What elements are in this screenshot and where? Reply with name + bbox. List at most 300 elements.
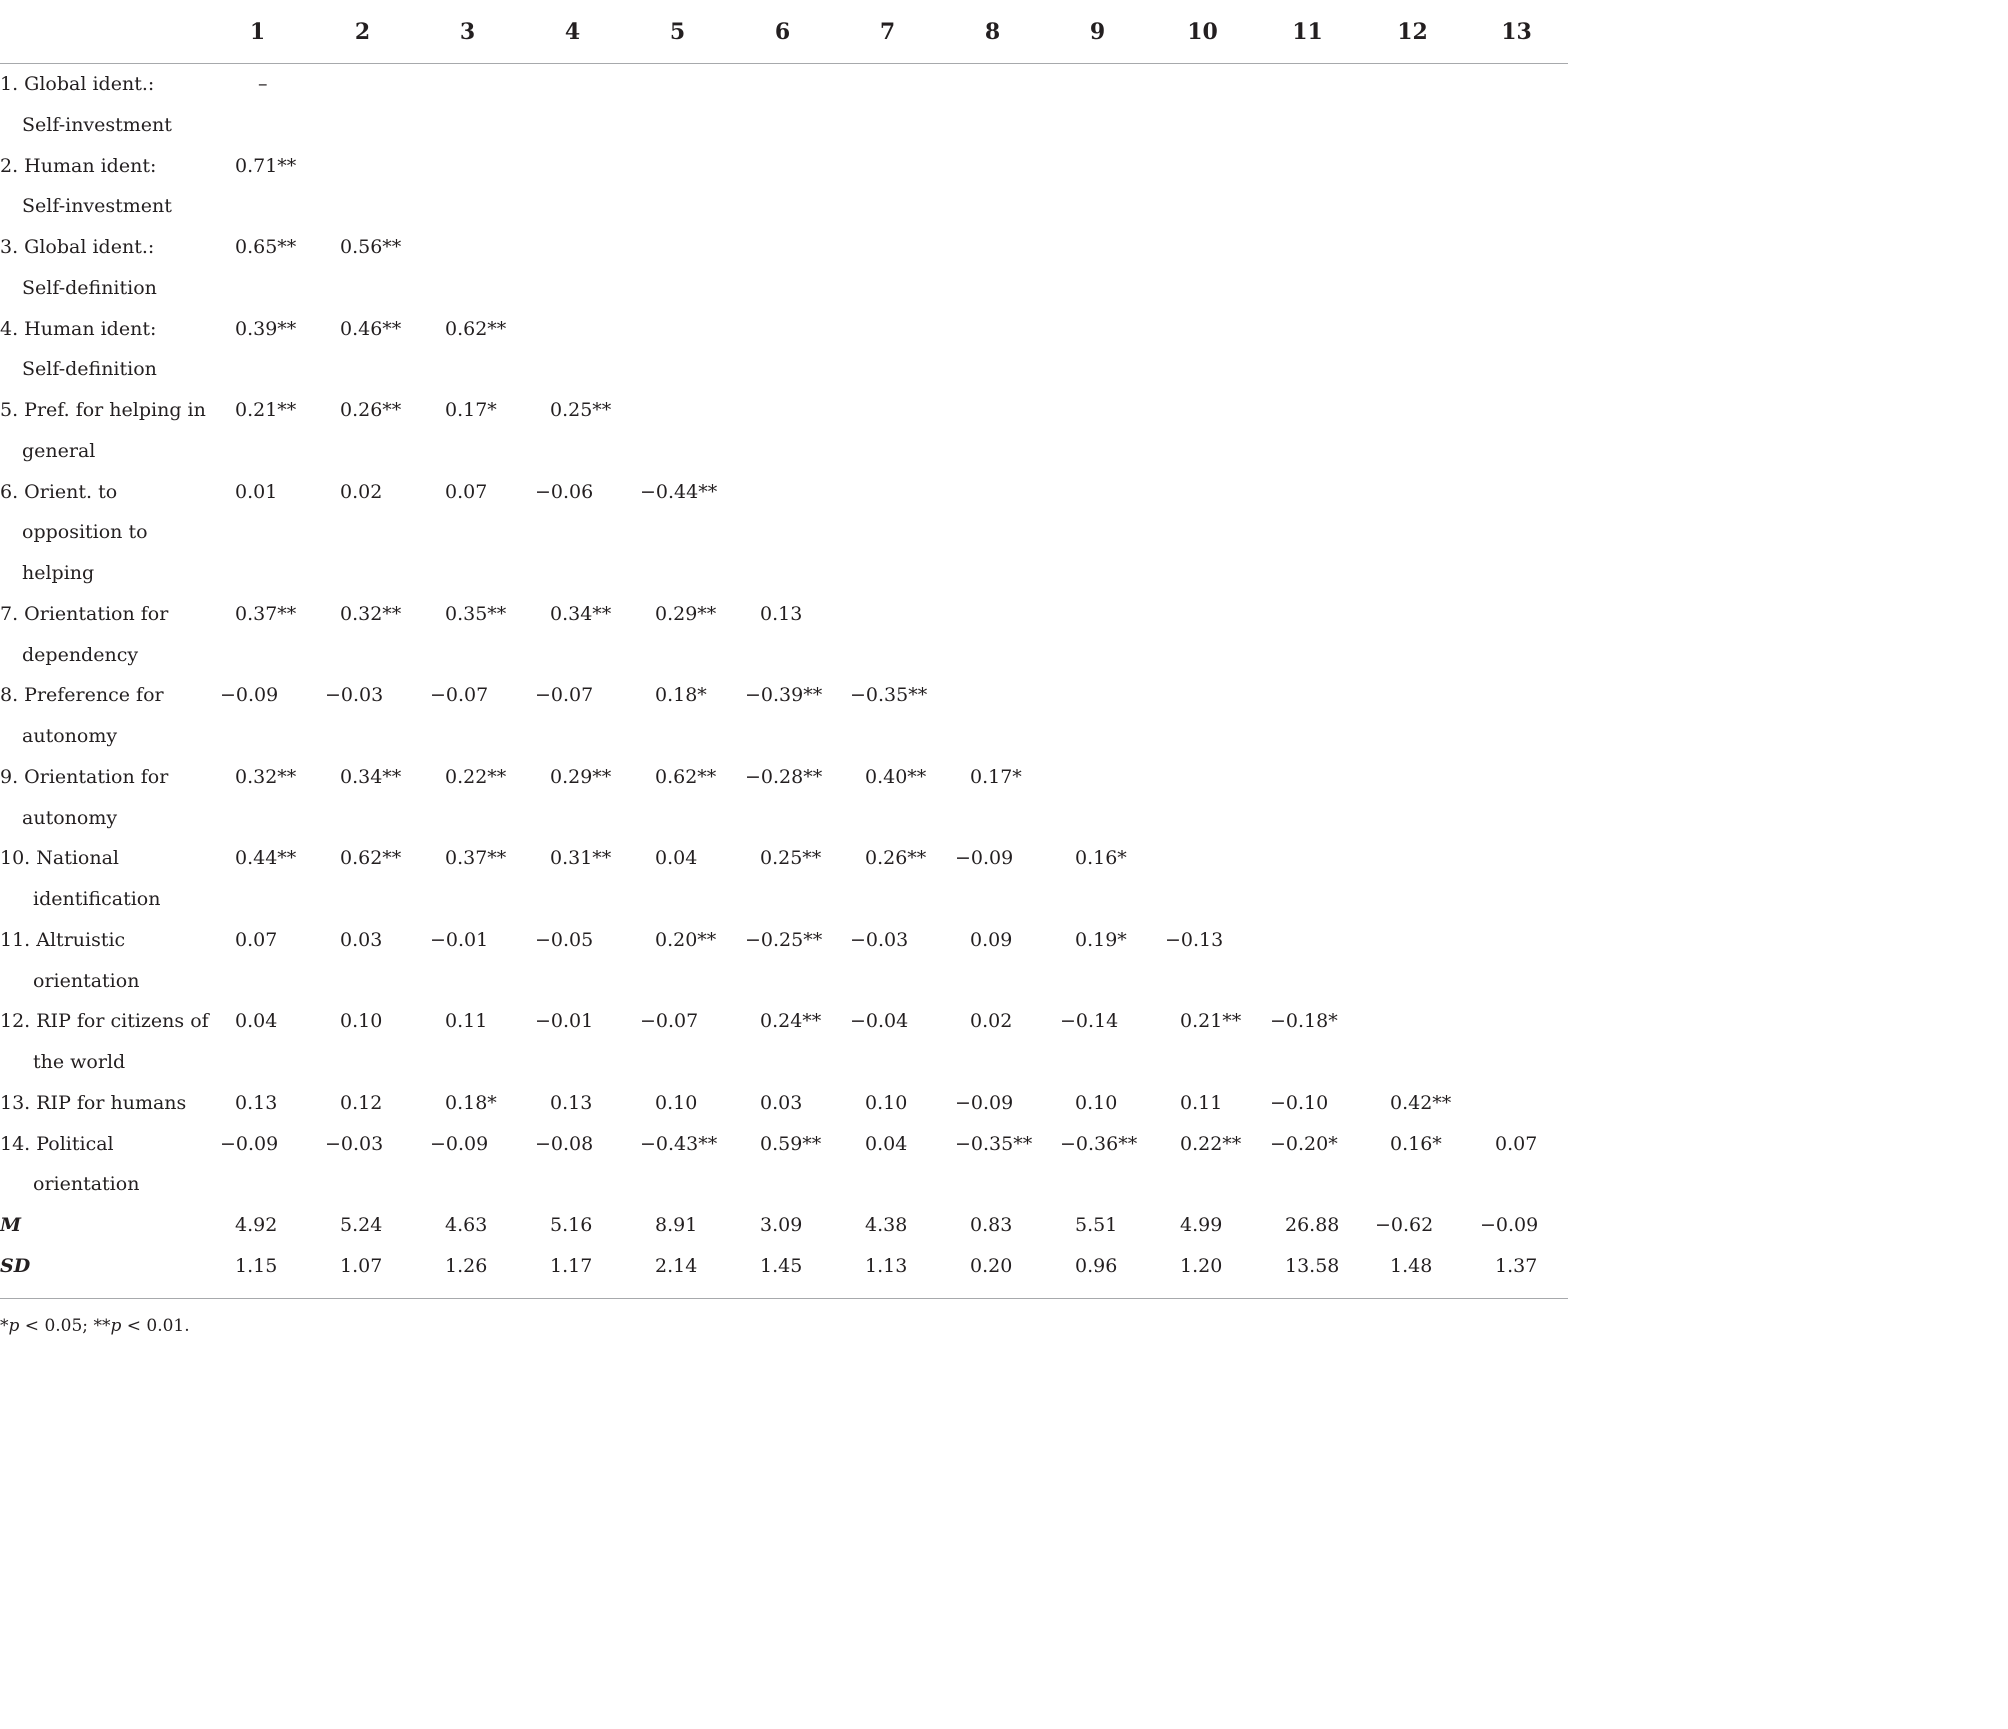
cell-value: 0.04 [655,847,698,870]
footnote-threshold-1: < 0.05; [19,1316,94,1336]
cell-value: 0.04 [235,1010,278,1033]
stat-value: −0.09 [1480,1214,1539,1236]
table-cell [1465,146,1568,228]
table-row [0,675,1568,757]
table-cell [1045,472,1150,594]
table-cell [1150,146,1255,228]
table-header-row [0,0,1568,64]
table-cell [940,1124,1045,1206]
cell-value: 0.16* [1390,1132,1442,1155]
stat-value: 8.91 [655,1214,698,1236]
cell-value: 0.21** [235,399,297,421]
table-cell [1255,675,1360,757]
cell-value: 0.32** [235,765,297,788]
row-label-line: identification [33,888,161,910]
stat-value: 4.63 [445,1214,488,1236]
cell-value: −0.09 [220,1132,279,1155]
table-cell [1150,227,1255,309]
table-cell [835,64,940,146]
table-cell [835,675,940,757]
cell-value: 0.13 [760,602,803,625]
cell-value: 0.34** [340,765,402,788]
table-cell [625,227,730,309]
table-cell [1045,1083,1150,1124]
stat-value: 1.26 [445,1254,488,1277]
stat-value: 3.09 [760,1214,803,1236]
cell-value: −0.25** [745,928,823,951]
row-label [0,472,205,594]
footnote-star-2: ** [93,1316,111,1336]
table-cell [625,1124,730,1206]
table-cell [1360,594,1465,676]
table-cell [730,757,835,839]
stat-value: 1.20 [1180,1254,1223,1277]
table-cell [1255,146,1360,228]
table-cell [1255,64,1360,146]
cell-value: 0.22** [445,765,507,788]
cell-value: 0.13 [550,1091,593,1114]
table-cell [205,309,310,391]
table-cell [940,64,1045,146]
stat-value: 13.58 [1285,1254,1340,1277]
cell-value: −0.10 [1270,1091,1329,1114]
table-cell [1255,309,1360,391]
table-cell [1360,146,1465,228]
row-label [0,64,205,146]
column-header-13: 13 [1501,19,1532,45]
table-cell [1360,675,1465,757]
table-cell [1465,1001,1568,1083]
table-cell [310,1124,415,1206]
table-cell [1465,309,1568,391]
table-cell [730,675,835,757]
table-cell [1465,227,1568,309]
cell-value: 0.25** [550,399,612,421]
table-cell [1150,920,1255,1002]
row-label-line: dependency [22,643,139,666]
stat-row [0,1205,1568,1246]
table-cell [1465,472,1568,594]
cell-value: 0.11 [445,1010,488,1033]
cell-value: 0.19* [1075,928,1127,951]
cell-value: −0.01 [430,928,489,951]
table-cell [1150,472,1255,594]
table-cell [835,920,940,1002]
table-cell [1045,838,1150,920]
table-cell [730,227,835,309]
table-cell [940,390,1045,472]
cell-value: −0.03 [325,684,384,707]
table-cell [1360,1083,1465,1124]
row-label [0,309,205,391]
stat-value: 0.20 [970,1254,1013,1277]
table-cell [940,309,1045,391]
cell-value: −0.43** [640,1132,718,1155]
table-cell [940,146,1045,228]
table-cell [205,1001,310,1083]
cell-value: 0.35** [445,602,507,625]
stat-value: 1.48 [1390,1254,1433,1277]
table-cell [1045,594,1150,676]
cell-value: 0.62** [445,317,507,340]
stat-value: 4.38 [865,1214,908,1236]
table-cell [1150,64,1255,146]
cell-value: 0.10 [655,1091,698,1114]
table-cell [835,1001,940,1083]
stat-value: 1.13 [865,1254,908,1277]
column-header-8: 8 [984,19,1001,45]
table-cell [520,146,625,228]
column-header-11: 11 [1292,19,1323,45]
column-header-10: 10 [1187,19,1218,45]
row-label-line: orientation [33,1173,140,1196]
table-cell [1045,1124,1150,1206]
cell-value: 0.34** [550,602,612,625]
table-cell [1465,594,1568,676]
cell-value: −0.35** [850,684,928,707]
cell-value: −0.18* [1270,1010,1338,1033]
table-row [0,757,1568,839]
table-cell [625,1001,730,1083]
table-cell [1360,1001,1465,1083]
table-cell [415,675,520,757]
table-cell [1255,1124,1360,1206]
table-cell [835,146,940,228]
stat-value: 0.83 [970,1214,1013,1236]
table-cell [730,920,835,1002]
row-label [0,1083,205,1124]
table-cell [1255,1001,1360,1083]
footnote-star-1: * [0,1316,9,1336]
table-cell [1360,472,1465,594]
table-cell [1465,390,1568,472]
row-label-line: Self-investment [22,195,172,218]
row-label-line: 1. Global ident.: [0,73,155,95]
stat-value: 0.96 [1075,1254,1118,1277]
cell-value: 0.11 [1180,1091,1223,1114]
table-cell [1150,1124,1255,1206]
cell-value: −0.20* [1270,1132,1338,1155]
stat-value: 5.24 [340,1214,383,1236]
table-cell [730,309,835,391]
table-cell [1150,1001,1255,1083]
table-cell [940,838,1045,920]
table-cell [205,472,310,594]
cell-value: 0.37** [445,847,507,870]
column-header-9: 9 [1089,19,1106,45]
table-cell [625,472,730,594]
table-cell [1045,675,1150,757]
stat-cell [205,1205,310,1246]
table-row [0,227,1568,309]
table-cell [1045,1001,1150,1083]
row-label [0,390,205,472]
cell-value: 0.10 [1075,1091,1118,1114]
table-row [0,1083,1568,1124]
table-cell [1255,594,1360,676]
table-cell [1255,1083,1360,1124]
cell-value: 0.10 [340,1010,383,1033]
footnote-p-2: p [110,1316,122,1336]
table-cell [1255,920,1360,1002]
cell-value: −0.04 [850,1010,909,1033]
table-cell [940,594,1045,676]
cell-value: −0.07 [535,684,594,707]
cell-value: 0.09 [970,928,1013,951]
table-cell [415,1124,520,1206]
stat-value: 4.99 [1180,1214,1223,1236]
cell-value: −0.14 [1060,1010,1119,1033]
row-label-line: Self-investment [22,113,172,136]
cell-value: −0.07 [430,684,489,707]
row-label-line: 5. Pref. for helping in [0,399,206,421]
stat-cell [1360,1205,1465,1246]
column-header-2: 2 [354,19,371,45]
table-row [0,146,1568,228]
column-header-1: 1 [249,19,266,45]
table-cell [730,146,835,228]
table-cell [205,1124,310,1206]
table-cell [1465,920,1568,1002]
table-cell [1360,390,1465,472]
table-cell [1045,146,1150,228]
table-cell [520,1001,625,1083]
footnote-p-1: p [8,1316,20,1336]
table-cell [1150,675,1255,757]
table-cell [205,594,310,676]
table-row [0,390,1568,472]
row-label [0,146,205,228]
cell-value: 0.65** [235,236,297,258]
cell-value: −0.05 [535,928,594,951]
table-cell [520,64,625,146]
cell-value: 0.07 [235,928,278,951]
row-label-line: 6. Orient. to [0,480,118,503]
cell-value: 0.02 [340,480,383,503]
table-cell [940,920,1045,1002]
row-label-line: 3. Global ident.: [0,236,155,258]
table-cell [730,1124,835,1206]
table-body [0,64,1568,1287]
table-cell [415,64,520,146]
table-cell [940,1083,1045,1124]
table-cell [205,390,310,472]
column-header-7: 7 [879,19,896,45]
cell-value: 0.31** [550,847,612,870]
table-cell [835,390,940,472]
column-header-12: 12 [1397,19,1428,45]
cell-value: 0.03 [340,928,383,951]
table-cell [205,920,310,1002]
cell-value: −0.36** [1060,1132,1138,1155]
cell-value: 0.40** [865,765,927,788]
table-cell [730,472,835,594]
table-row [0,1124,1568,1206]
column-header-3: 3 [459,19,476,45]
cell-value: 0.39** [235,317,297,340]
cell-value: −0.07 [640,1010,699,1033]
cell-value: 0.71** [235,154,297,177]
table-cell [1150,390,1255,472]
table-cell [205,227,310,309]
table-cell [835,227,940,309]
table-cell [520,227,625,309]
row-label-line: Self-definition [22,358,157,381]
row-label-line: 2. Human ident: [0,154,157,177]
table-cell [940,675,1045,757]
row-label-line: 7. Orientation for [0,602,169,625]
column-header-4: 4 [564,19,581,45]
row-label-line: 14. Political [0,1132,114,1155]
row-label-line: 12. RIP for citizens of [0,1010,209,1033]
table-cell [625,146,730,228]
row-label [0,1001,209,1083]
row-label-line: 9. Orientation for [0,765,169,788]
cell-value: 0.32** [340,602,402,625]
table-cell [625,309,730,391]
table-cell [1360,920,1465,1002]
row-label-line: autonomy [22,806,118,829]
table-cell [1150,594,1255,676]
cell-value: 0.22** [1180,1132,1242,1155]
cell-value: 0.04 [865,1132,908,1155]
table-cell [1465,838,1568,920]
row-label [0,838,205,920]
cell-value: 0.20** [655,928,717,951]
table-cell [520,920,625,1002]
cell-value: 0.62** [340,847,402,870]
footnote-threshold-2: < 0.01. [121,1316,190,1336]
cell-value: 0.18* [655,684,707,707]
bottom-rule [0,1298,1568,1299]
table-cell [940,1001,1045,1083]
row-label [0,920,205,1002]
cell-value: −0.44** [640,480,718,503]
stat-value: 1.17 [550,1254,593,1277]
table-row [0,309,1568,391]
table-cell [205,675,310,757]
table-row [0,838,1568,920]
table-cell [205,1083,310,1124]
table-cell [1255,472,1360,594]
table-cell [1360,64,1465,146]
cell-value: −0.08 [535,1132,594,1155]
table-cell [1150,757,1255,839]
cell-value: 0.18* [445,1091,497,1114]
table-cell [310,675,415,757]
table-cell [1045,390,1150,472]
cell-value: 0.29** [550,765,612,788]
row-label-line: orientation [33,969,140,992]
stat-row [0,1246,1568,1287]
cell-value: 0.24** [760,1010,822,1033]
cell-value: 0.42** [1390,1091,1452,1114]
cell-value: −0.03 [850,928,909,951]
cell-value: – [258,73,268,95]
stat-value: 2.14 [655,1254,698,1277]
row-label-line: 4. Human ident: [0,317,157,340]
cell-value: −0.39** [745,684,823,707]
stat-value: 5.16 [550,1214,593,1236]
table-cell [1045,64,1150,146]
top-rule [0,63,1568,64]
column-header-5: 5 [669,19,686,45]
row-label-line: 10. National [0,847,120,870]
table-cell [1465,675,1568,757]
cell-value: 0.25** [760,847,822,870]
row-label-line: autonomy [22,725,118,747]
table-cell [625,64,730,146]
cell-value: 0.02 [970,1010,1013,1033]
cell-value: 0.07 [1495,1132,1538,1155]
table-cell [1255,757,1360,839]
table-row [0,920,1568,1002]
cell-value: −0.09 [955,1091,1014,1114]
stat-cell [205,1246,310,1287]
row-label [0,757,205,839]
table-cell [1360,1124,1465,1206]
table-cell [835,309,940,391]
table-cell [1465,64,1568,146]
stat-value: 1.07 [340,1254,383,1277]
table-cell [1255,390,1360,472]
stat-value: 1.45 [760,1254,803,1277]
table-row [0,594,1568,676]
cell-value: 0.37** [235,602,297,625]
row-label-line: opposition to [22,521,148,544]
cell-value: 0.56** [340,236,402,258]
cell-value: 0.12 [340,1091,383,1114]
stat-value: 1.37 [1495,1254,1538,1277]
row-label-line: the world [33,1051,126,1073]
row-label [0,1124,205,1206]
row-label [0,594,205,676]
stat-value: 26.88 [1285,1214,1340,1236]
table-cell [1360,757,1465,839]
row-label-line: 11. Altruistic [0,928,126,951]
table-cell [205,757,310,839]
cell-value: −0.01 [535,1010,594,1033]
row-label-line: 13. RIP for humans [0,1091,187,1114]
cell-value: 0.26** [865,847,927,870]
table-cell [205,146,310,228]
stat-label: SD [0,1254,31,1277]
cell-value: 0.17* [970,765,1022,788]
row-label-line: Self-definition [22,276,157,299]
cell-value: 0.29** [655,602,717,625]
table-cell [1045,227,1150,309]
table-cell [625,920,730,1002]
cell-value: 0.59** [760,1132,822,1155]
table-cell [205,838,310,920]
table-cell [835,757,940,839]
stat-value: 5.51 [1075,1214,1118,1236]
table-cell [520,472,625,594]
table-cell [625,675,730,757]
cell-value: 0.46** [340,317,402,340]
cell-value: 0.21** [1180,1010,1242,1033]
row-label-line: helping [22,562,95,584]
cell-value: −0.09 [955,847,1014,870]
cell-value: −0.28** [745,765,823,788]
table-row [0,472,1568,594]
table-cell [730,390,835,472]
table-cell [1255,227,1360,309]
stat-value: 1.15 [235,1254,278,1277]
table-footnote [0,1316,190,1336]
table-cell [730,64,835,146]
table-cell [835,472,940,594]
